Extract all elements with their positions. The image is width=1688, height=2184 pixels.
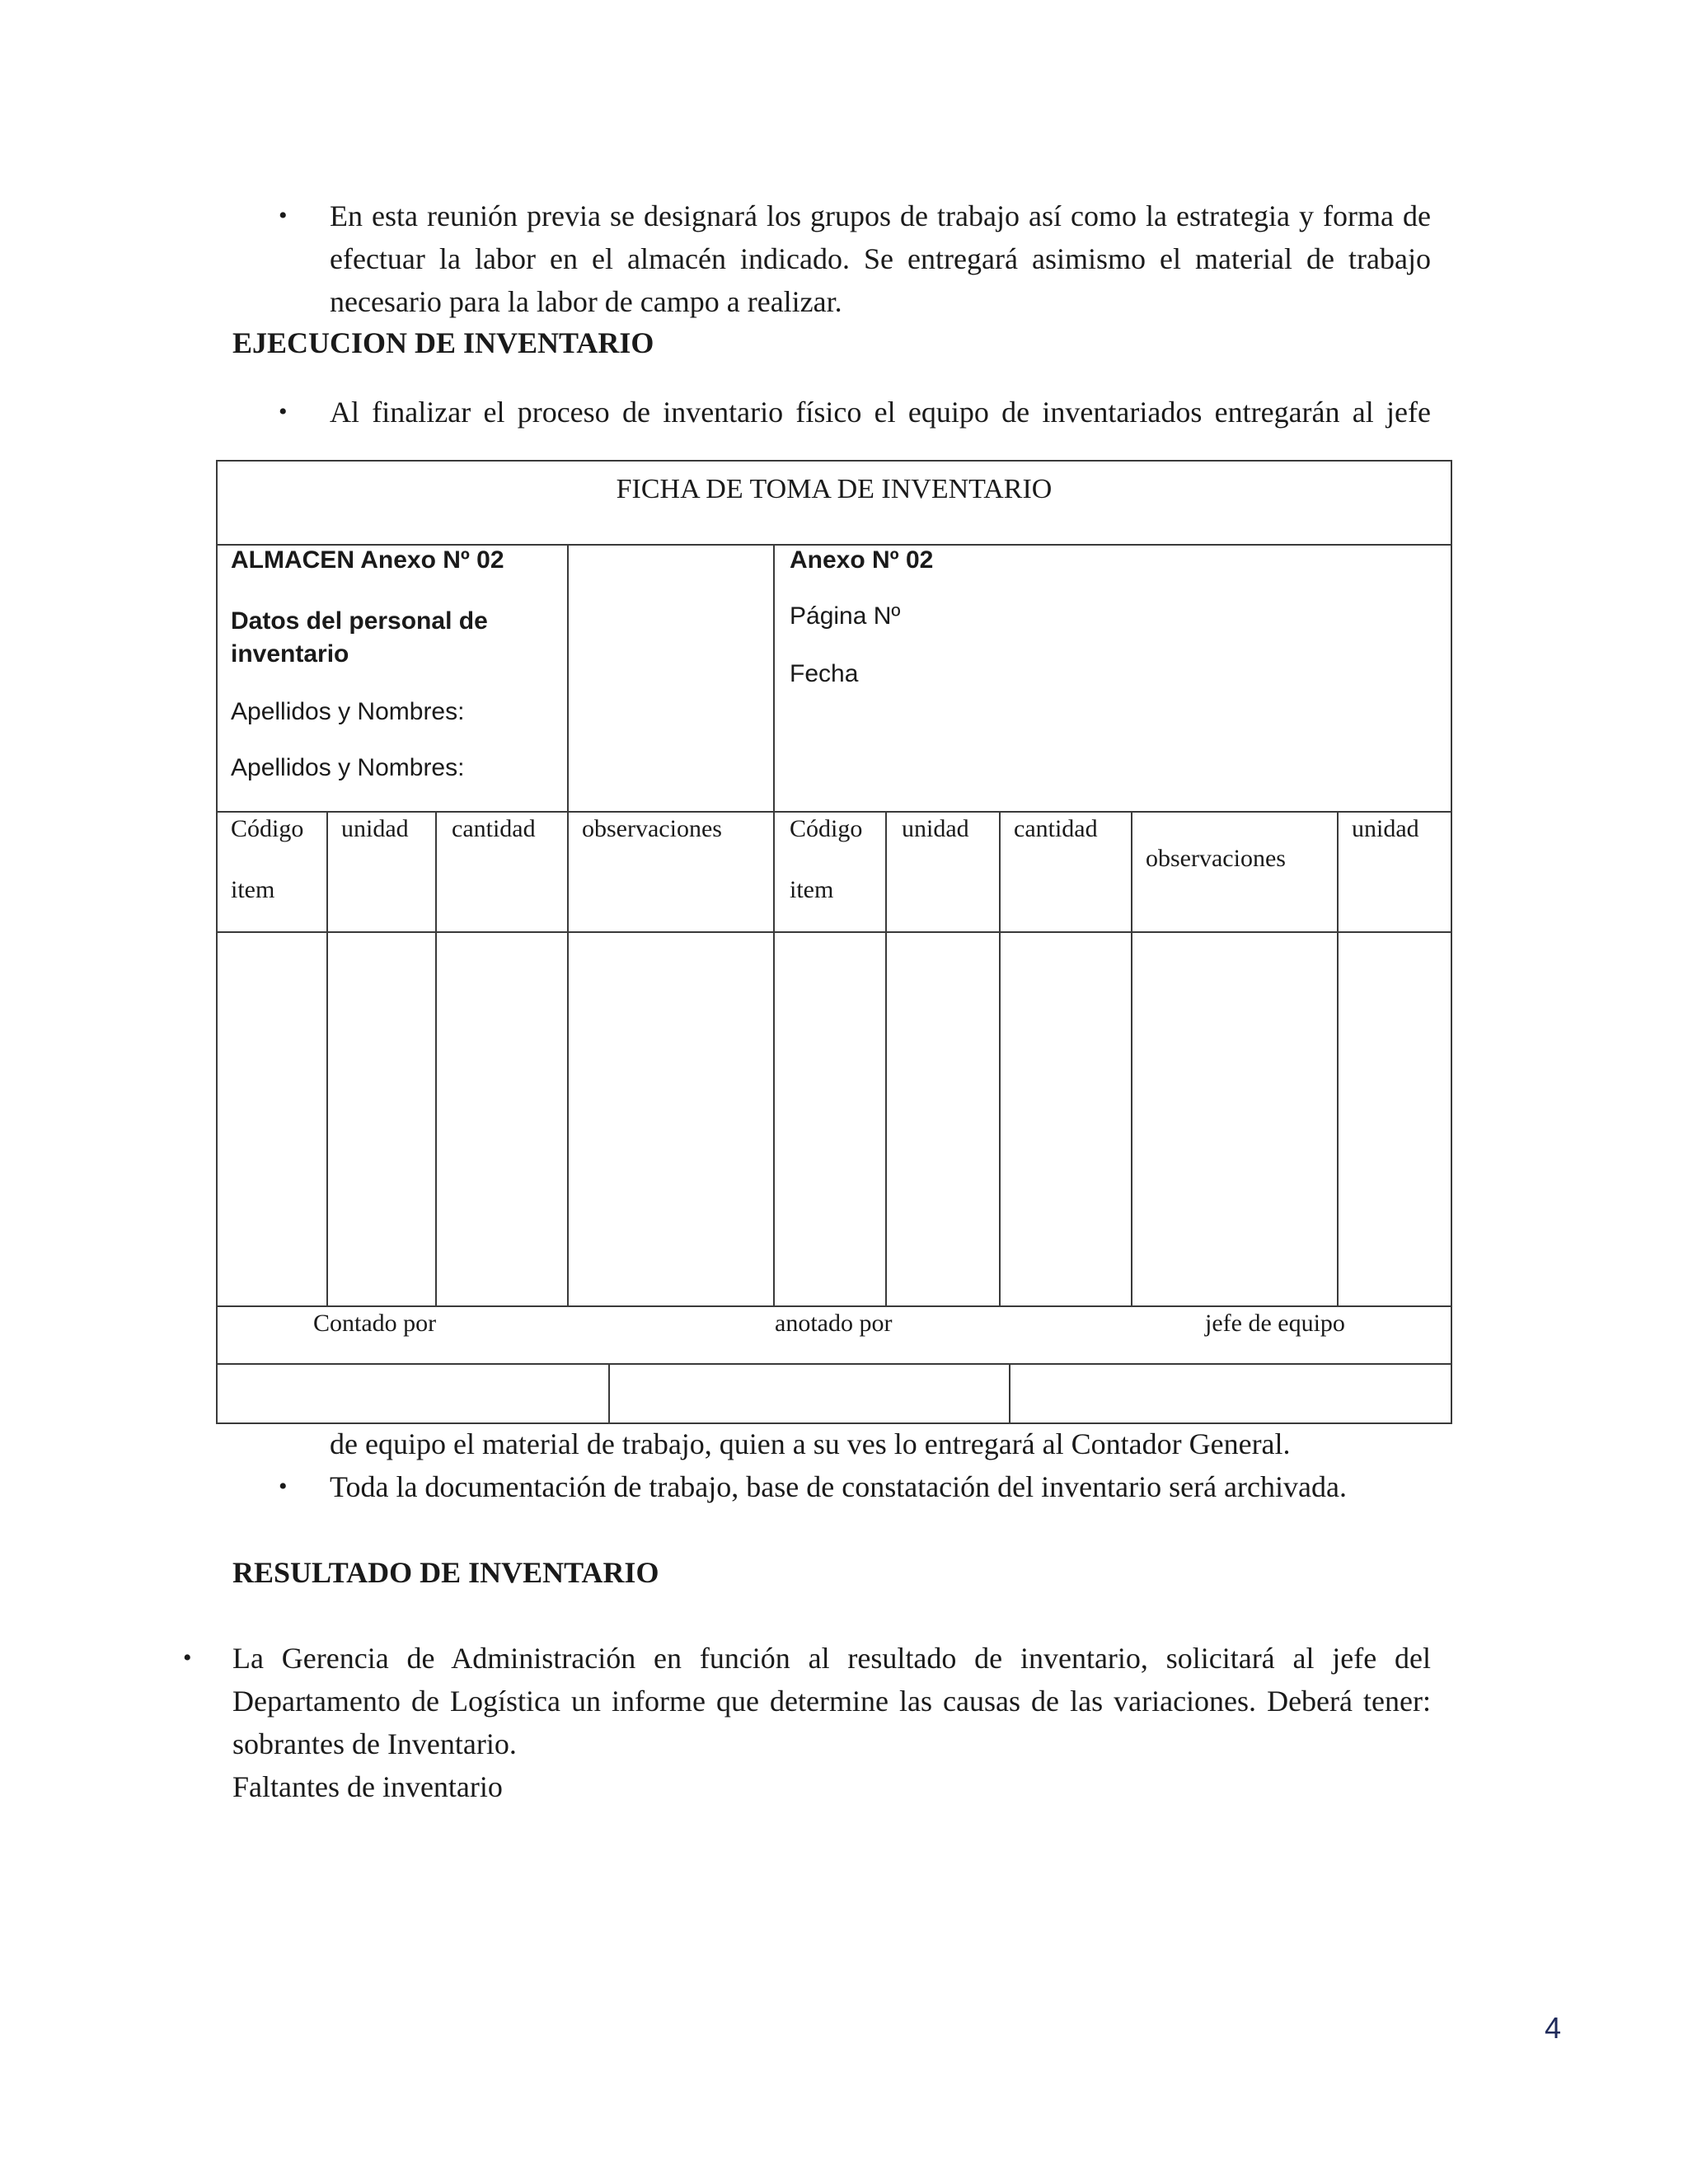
- form-column-vline: [999, 811, 1001, 1307]
- form-header-vline: [567, 544, 569, 1307]
- bullet-marker: •: [279, 1473, 288, 1500]
- form-body-divider: [216, 1305, 1452, 1307]
- form-column-vline: [326, 811, 328, 1307]
- form-apellidos-label-2: Apellidos y Nombres:: [231, 754, 465, 781]
- footer-jefe-equipo: jefe de equipo: [1205, 1310, 1345, 1337]
- column-header-codigo: Código: [231, 815, 304, 842]
- heading-resultado-inventario: RESULTADO DE INVENTARIO: [232, 1556, 659, 1589]
- paragraph-faltantes: Faltantes de inventario: [232, 1770, 503, 1803]
- paragraph-documentacion: Toda la documentación de trabajo, base de constatación del inventario será archivada.: [330, 1470, 1347, 1503]
- form-column-vline: [1131, 811, 1132, 1307]
- footer-anotado-por: anotado por: [775, 1310, 893, 1337]
- form-border-left: [216, 460, 218, 1424]
- column-header-unidad: unidad: [341, 815, 409, 842]
- column-header-codigo: Código: [790, 815, 863, 842]
- form-anexo-label: Anexo Nº 02: [790, 546, 934, 574]
- bullet-marker: •: [279, 398, 288, 425]
- bullet-marker: •: [279, 202, 288, 229]
- form-apellidos-label-1: Apellidos y Nombres:: [231, 698, 465, 725]
- bullet-marker: •: [183, 1644, 192, 1671]
- form-title: FICHA DE TOMA DE INVENTARIO: [616, 474, 1053, 504]
- column-header-item: item: [231, 876, 275, 903]
- paragraph-gerencia: La Gerencia de Administración en función al resultado de inventario, solicitará al jefe del Departamento de Logística un informe que determine las causas de las variaciones. Deberá tener: sobrantes de Inventario.: [232, 1642, 1431, 1760]
- form-border-top: [216, 460, 1452, 462]
- form-column-vline: [1337, 811, 1339, 1307]
- form-footer-divider: [216, 1363, 1452, 1365]
- form-border-right: [1451, 460, 1452, 1424]
- form-column-vline: [885, 811, 887, 1307]
- column-header-cantidad: cantidad: [452, 815, 536, 842]
- form-column-vline: [435, 811, 437, 1307]
- column-header-observaciones: observaciones: [1146, 845, 1286, 872]
- form-signature-vline: [1009, 1363, 1010, 1424]
- form-header-vline: [773, 544, 775, 1307]
- footer-contado-por: Contado por: [313, 1310, 437, 1337]
- form-almacen-label: ALMACEN Anexo Nº 02: [231, 546, 504, 574]
- form-columns-divider: [216, 931, 1452, 933]
- form-pagina-label: Página Nº: [790, 602, 901, 630]
- paragraph-reunion-previa: En esta reunión previa se designará los grupos de trabajo así como la estrategia y forma de efectuar la labor en el almacén indicado. Se entregará asimismo el material de trabajo necesario para la labor de campo a realizar.: [330, 199, 1431, 318]
- form-fecha-label: Fecha: [790, 660, 859, 687]
- form-datos-personal-label: Datos del personal de inventario: [231, 607, 488, 668]
- column-header-unidad: unidad: [1352, 815, 1419, 842]
- heading-ejecucion-inventario: EJECUCION DE INVENTARIO: [232, 326, 654, 359]
- column-header-observaciones: observaciones: [582, 815, 722, 842]
- paragraph-entrega-material: de equipo el material de trabajo, quien a su ves lo entregará al Contador General.: [330, 1427, 1291, 1460]
- page-number: 4: [1545, 2011, 1562, 2045]
- column-header-unidad: unidad: [902, 815, 969, 842]
- column-header-item: item: [790, 876, 834, 903]
- form-signature-vline: [608, 1363, 610, 1424]
- form-header-divider: [216, 811, 1452, 813]
- column-header-cantidad: cantidad: [1014, 815, 1098, 842]
- paragraph-finalizar-proceso: Al finalizar el proceso de inventario físico el equipo de inventariados entregarán al jefe: [330, 396, 1431, 429]
